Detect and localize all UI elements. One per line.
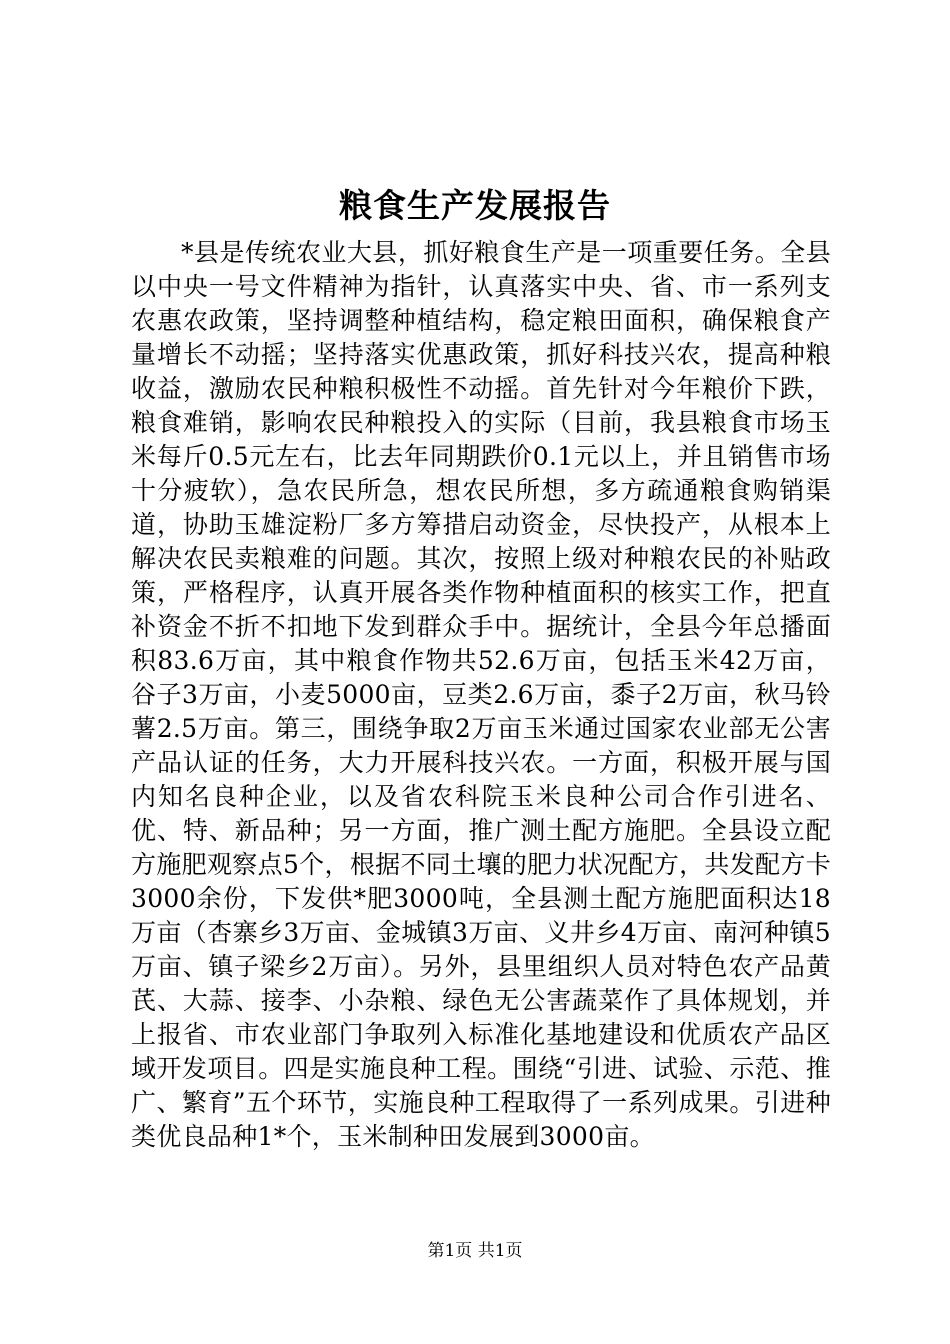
page-title: 粮食生产发展报告 <box>339 186 611 225</box>
page-number-footer: 第1页 共1页 <box>427 1241 523 1261</box>
body-paragraph: *县是传统农业大县，抓好粮食生产是一项重要任务。全县以中央一号文件精神为指针，认真落实中央、省、市一系列支农惠农政策，坚持调整种植结构，稳定粮田面积，确保粮食产量增长不动摇；坚持落实优惠政策，抓好科技兴农，提高种粮收益，激励农民种粮积极性不动摇。首先针对今年粮价下跌，粮食难销，影响农民种粮投入的实际（目前，我县粮食市场玉米每斤0.5元左右，比去年同期跌价0.1元以上，并且销售市场十分疲软），急农民所急，想农民所想，多方疏通粮食购销渠道，协助玉雄淀粉厂多方筹措启动资金，尽快投产，从根本上解决农民卖粮难的问题。其次，按照上级对种粮农民的补贴政策，严格程序，认真开展各类作物种植面积的核实工作，把直补资金不折不扣地下发到群众手中。据统计，全县今年总播面积83.6万亩，其中粮食作物共52.6万亩，包括玉米42万亩，谷子3万亩，小麦5000亩，豆类2.6万亩，黍子2万亩，秋马铃薯2.5万亩。第三，围绕争取2万亩玉米通过国家农业部无公害产品认证的任务，大力开展科技兴农。一方面，积极开展与国内知名良种企业，以及省农科院玉米良种公司合作引进名、优、特、新品种；另一方面，推广测土配方施肥。全县设立配方施肥观察点5个，根据不同土壤的肥力状况配方，共发配方卡3000余份，下发供*肥3000吨，全县测土配方施肥面积达18万亩（杏寨乡3万亩、金城镇3万亩、义井乡4万亩、南河种镇5万亩、镇子梁乡2万亩）。另外，县里组织人员对特色农产品黄芪、大蒜、接李、小杂粮、绿色无公害蔬菜作了具体规划，并上报省、市农业部门争取列入标准化基地建设和优质农产品区域开发项目。四是实施良种工程。围绕“引进、试验、示范、推广、繁育”五个环节，实施良种工程取得了一系列成果。引进种类优良品种1*个，玉米制种田发展到3000亩。 <box>131 238 831 1151</box>
